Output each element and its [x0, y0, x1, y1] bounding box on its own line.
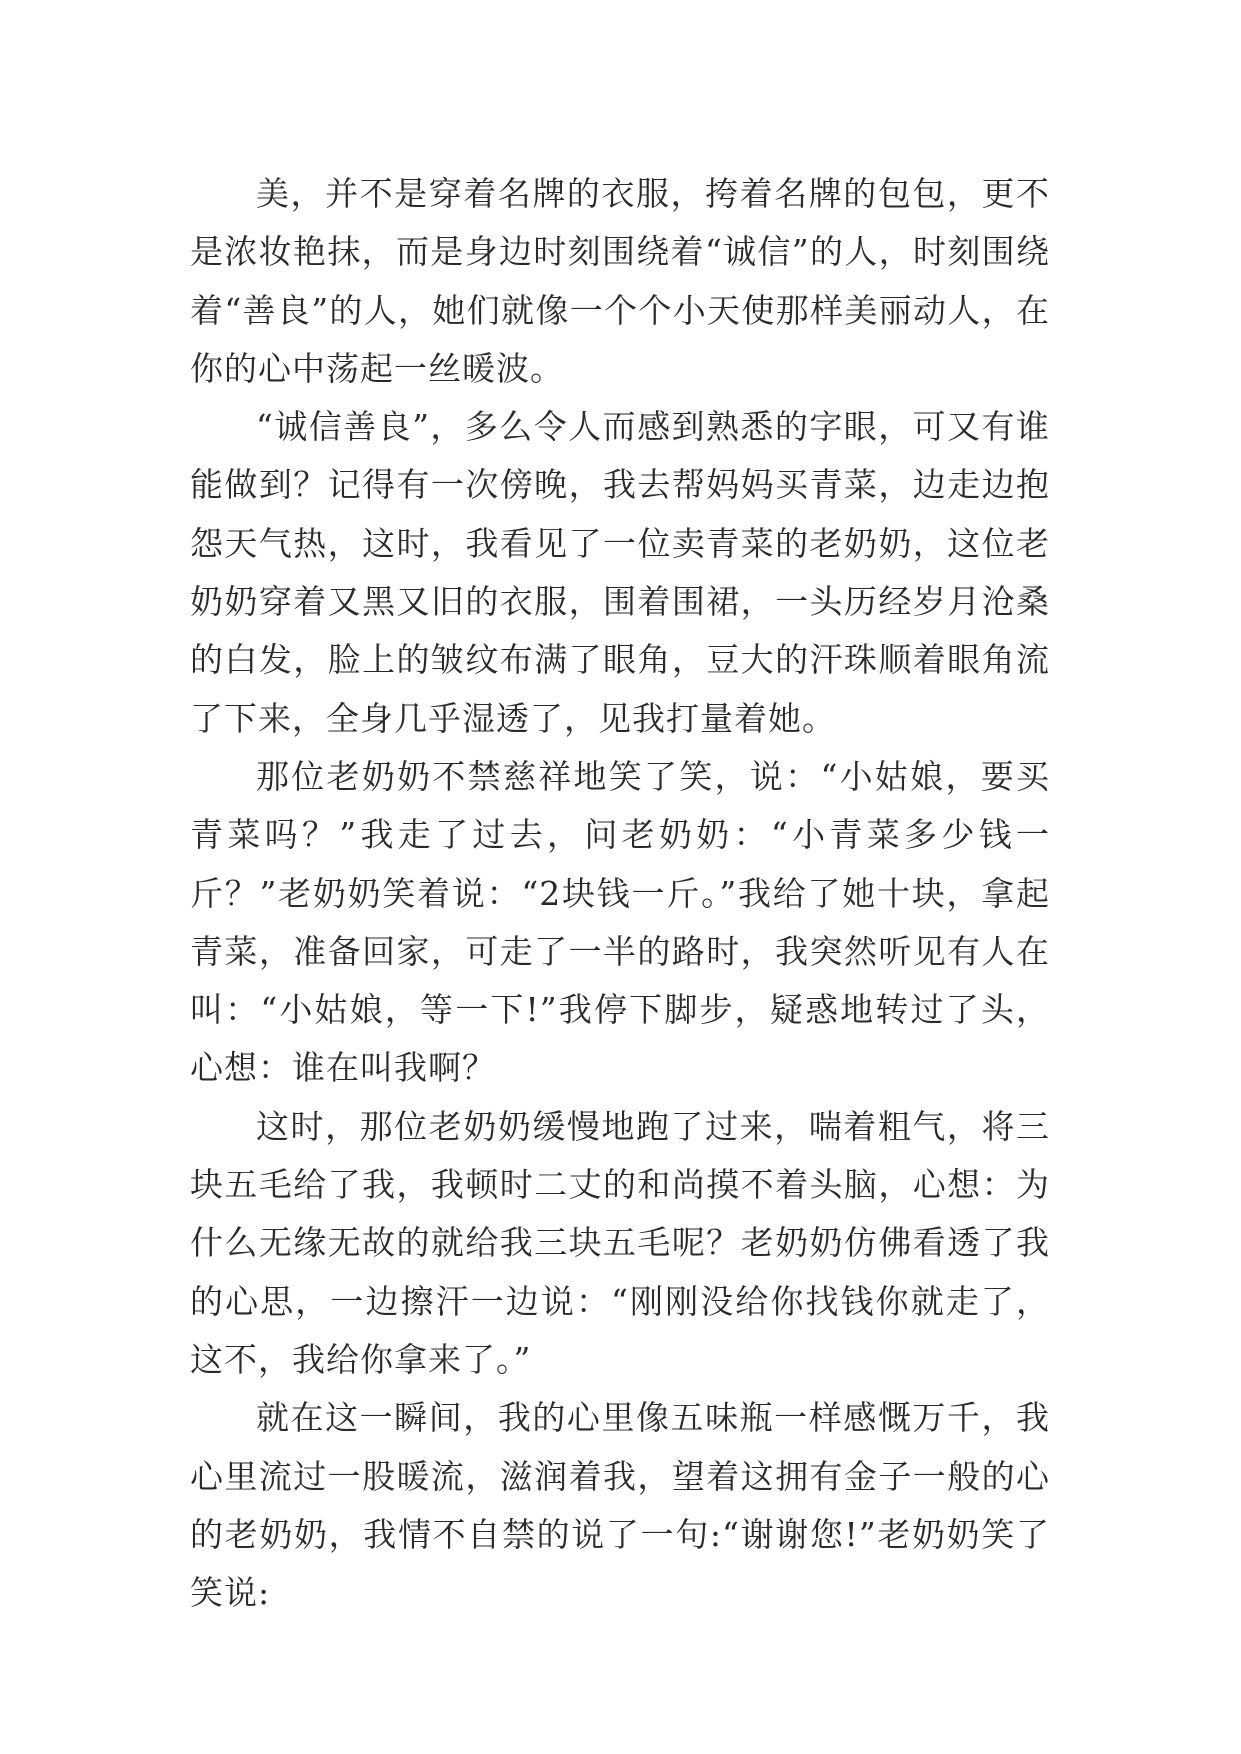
paragraph-4: 这时，那位老奶奶缓慢地跑了过来，喘着粗气，将三块五毛给了我，我顿时二丈的和尚摸不着头脑，心想：为什么无缘无故的就给我三块五毛呢？老奶奶仿佛看透了我的心思，一边擦汗一边说：“刚刚没给你找钱你就走了，这不，我给你拿来了。”: [190, 1106, 1050, 1379]
essay-body: [190, 165, 1050, 1622]
paragraph-3: 那位老奶奶不禁慈祥地笑了笑，说：“小姑娘，要买青菜吗？”我走了过去，问老奶奶：“小青菜多少钱一斤？”老奶奶笑着说：“2块钱一斤。”我给了她十块，拿起青菜，准备回家，可走了一半的路时，我突然听见有人在叫：“小姑娘，等一下!”我停下脚步，疑惑地转过了头，心想：谁在叫我啊？: [190, 756, 1050, 1088]
paragraph-2: “诚信善良”，多么令人而感到熟悉的字眼，可又有谁能做到？记得有一次傍晚，我去帮妈妈买青菜，边走边抱怨天气热，这时，我看见了一位卖青菜的老奶奶，这位老奶奶穿着又黑又旧的衣服，围着围裙，一头历经岁月沧桑的白发，脸上的皱纹布满了眼角，豆大的汗珠顺着眼角流了下来，全身几乎湿透了，见我打量着她。: [190, 407, 1050, 738]
paragraph-1: 美，并不是穿着名牌的衣服，挎着名牌的包包，更不是浓妆艳抹，而是身边时刻围绕着“诚信”的人，时刻围绕着“善良”的人，她们就像一个个小天使那样美丽动人，在你的心中荡起一丝暖波。: [190, 174, 1050, 388]
paragraph-5: 就在这一瞬间，我的心里像五味瓶一样感慨万千，我心里流过一股暖流，滋润着我，望着这拥有金子一般的心的老奶奶，我情不自禁的说了一句:“谢谢您!”老奶奶笑了笑说:: [190, 1398, 1050, 1613]
